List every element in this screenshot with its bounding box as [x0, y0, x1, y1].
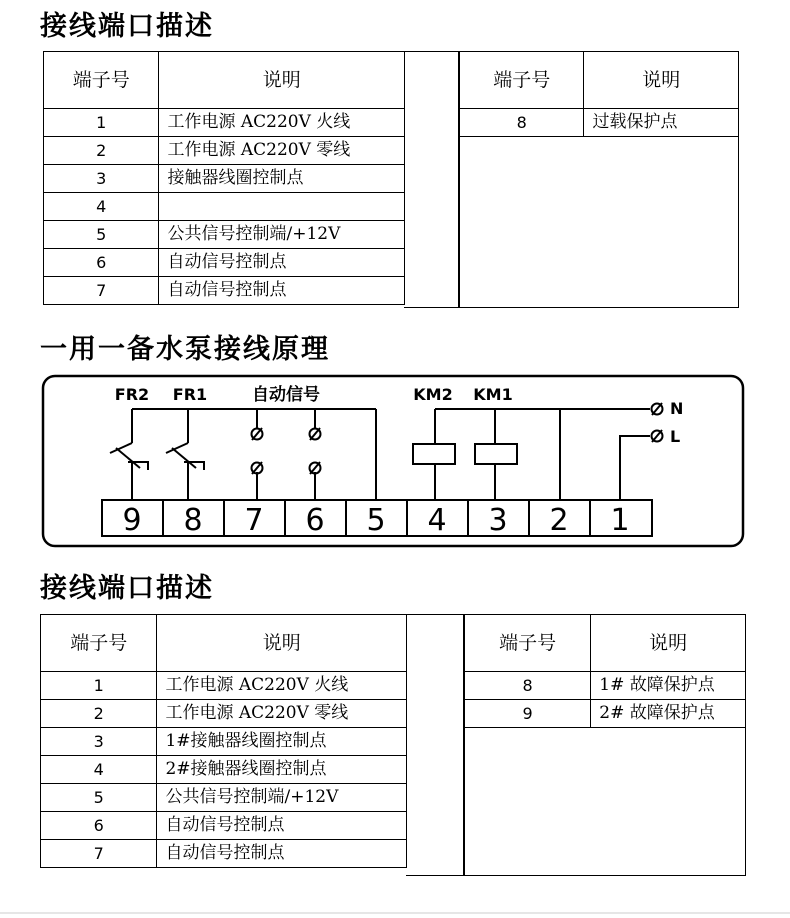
terminal-9: 9: [122, 503, 142, 538]
table-row: 8 1# 故障保护点: [465, 672, 746, 700]
table-row: 4: [44, 193, 405, 221]
section1-title: 接线端口描述: [40, 11, 214, 42]
table-row: 5 公共信号控制端/+12V: [44, 221, 405, 249]
terminal-3: 3: [488, 503, 508, 538]
table-row: 6 自动信号控制点: [41, 812, 407, 840]
table-row: 7 自动信号控制点: [41, 840, 407, 868]
terminal-4: 4: [427, 503, 447, 538]
header-description: 说明: [584, 52, 739, 109]
header-terminal-no: 端子号: [41, 615, 157, 672]
table-row: 5 公共信号控制端/+12V: [41, 784, 407, 812]
terminal-7: 7: [244, 503, 264, 538]
l-label: L: [670, 427, 681, 446]
table-row: 8 过载保护点: [460, 109, 739, 137]
terminal-6: 6: [305, 503, 325, 538]
header-terminal-no: 端子号: [460, 52, 584, 109]
bottom-divider: [0, 912, 790, 914]
terminal-symbols: [252, 403, 663, 474]
terminal-block: [102, 500, 652, 538]
fr1-label: FR1: [172, 385, 208, 404]
km2-label: KM2: [413, 385, 453, 404]
auto-signal-label: 自动信号: [252, 385, 320, 405]
terminal-8: 8: [183, 503, 203, 538]
terminal-1: 1: [610, 503, 630, 538]
table-row: 1 工作电源 AC220V 火线: [41, 672, 407, 700]
table-row: 1 工作电源 AC220V 火线: [44, 109, 405, 137]
table-row: 7 自动信号控制点: [44, 277, 405, 305]
section2-gap-column: [406, 614, 464, 876]
section2-right-empty-area: [464, 728, 746, 876]
section2-right-table: [464, 614, 746, 728]
header-description: 说明: [157, 615, 407, 672]
terminal-2: 2: [549, 503, 569, 538]
fr2-label: FR2: [114, 385, 150, 404]
section2-title: 接线端口描述: [40, 573, 214, 604]
header-description: 说明: [159, 52, 405, 109]
km1-label: KM1: [473, 385, 513, 404]
table-row: 2 工作电源 AC220V 零线: [41, 700, 407, 728]
n-label: N: [670, 399, 684, 418]
table-row: 6 自动信号控制点: [44, 249, 405, 277]
table-row: 3 1#接触器线圈控制点: [41, 728, 407, 756]
table-row: 4 2#接触器线圈控制点: [41, 756, 407, 784]
header-terminal-no: 端子号: [44, 52, 159, 109]
table-row: 2 工作电源 AC220V 零线: [44, 137, 405, 165]
table-row: 9 2# 故障保护点: [465, 700, 746, 728]
diagram-title: 一用一备水泵接线原理: [40, 334, 330, 365]
header-description: 说明: [591, 615, 746, 672]
section2-left-table: [40, 614, 407, 868]
wiring-lines: [110, 409, 650, 500]
header-terminal-no: 端子号: [465, 615, 591, 672]
terminal-5: 5: [366, 503, 386, 538]
table-row: 3 接触器线圈控制点: [44, 165, 405, 193]
